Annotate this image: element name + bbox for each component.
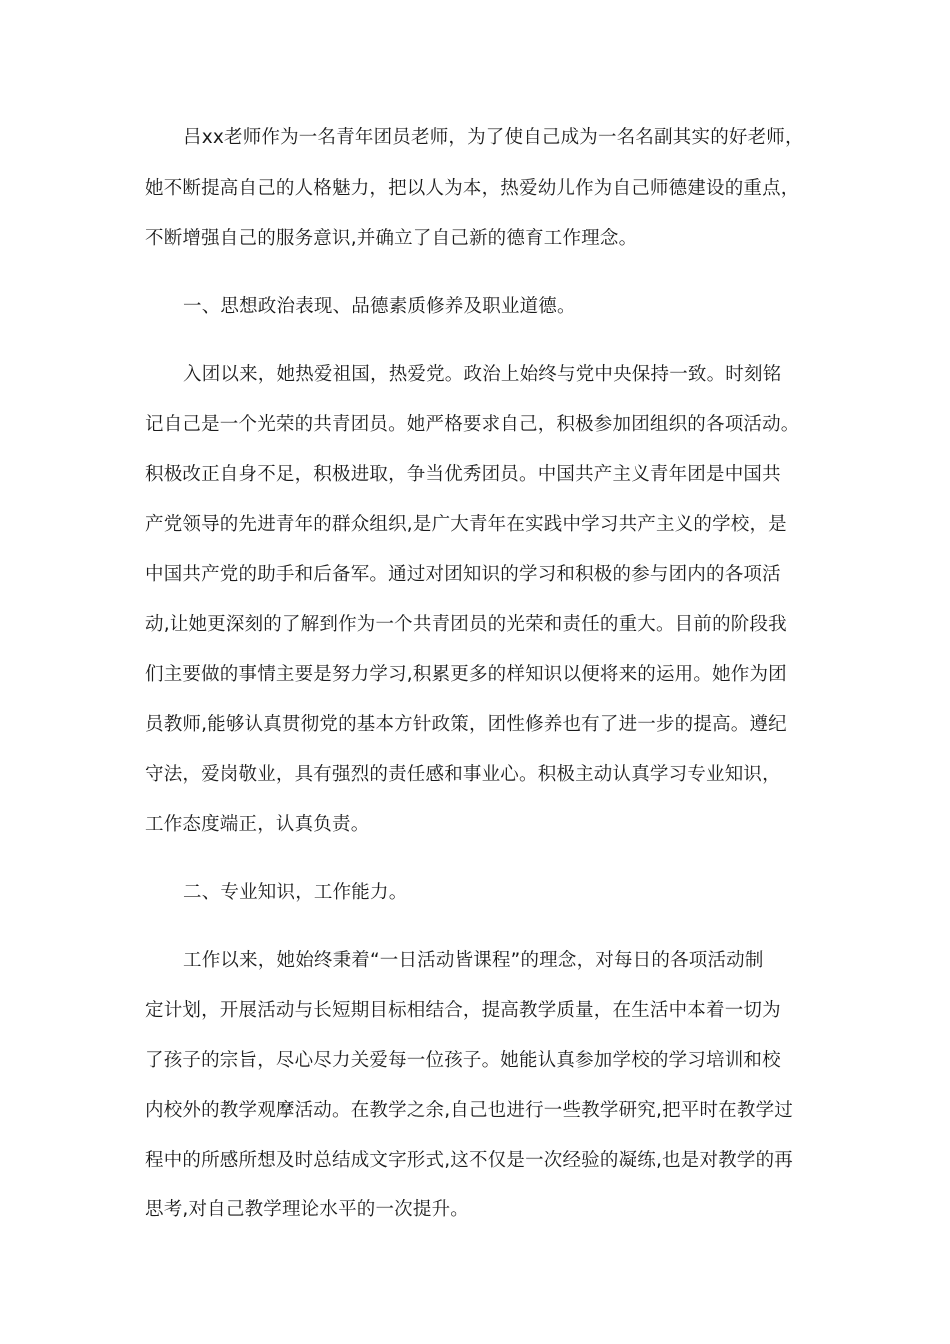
paragraph-3-line-6: 思考,对自己教学理论水平的一次提升。 (145, 1199, 469, 1220)
paragraph-3-line-5: 程中的所感所想及时总结成文字形式,这不仅是一次经验的凝练,也是对教学的再 (145, 1150, 793, 1171)
section-heading-2: 二、专业知识，工作能力。 (183, 882, 408, 903)
paragraph-3-line-3: 了孩子的宗旨，尽心尽力关爱每一位孩子。她能认真参加学校的学习培训和校 (145, 1050, 781, 1071)
paragraph-2-line-8: 员教师,能够认真贯彻党的基本方针政策，团性修养也有了进一步的提高。遵纪 (145, 714, 787, 735)
paragraph-2-line-3: 积极改正自身不足，积极进取，争当优秀团员。中国共产主义青年团是中国共 (145, 464, 781, 485)
paragraph-3-line-2: 定计划，开展活动与长短期目标相结合，提高教学质量，在生活中本着一切为 (145, 1000, 781, 1021)
paragraph-2-line-5: 中国共产党的助手和后备军。通过对团知识的学习和积极的参与团内的各项活 (145, 564, 781, 585)
paragraph-1-line-1: 吕xx老师作为一名青年团员老师，为了使自己成为一名名副其实的好老师， (183, 127, 804, 148)
paragraph-3-line-4: 内校外的教学观摩活动。在教学之余,自己也进行一些教学研究,把平时在教学过 (145, 1100, 793, 1121)
paragraph-2-line-9: 守法，爱岗敬业，具有强烈的责任感和事业心。积极主动认真学习专业知识， (145, 764, 781, 785)
section-heading-1: 一、思想政治表现、品德素质修养及职业道德。 (183, 296, 576, 317)
paragraph-1-line-3: 不断增强自己的服务意识,并确立了自己新的德育工作理念。 (145, 228, 638, 249)
paragraph-2-line-2: 记自己是一个光荣的共青团员。她严格要求自己，积极参加团组织的各项活动。 (145, 414, 800, 435)
paragraph-1-line-2: 她不断提高自己的人格魅力，把以人为本，热爱幼儿作为自己师德建设的重点， (145, 178, 800, 199)
paragraph-2-line-4: 产党领导的先进青年的群众组织,是广大青年在实践中学习共产主义的学校，是 (145, 514, 787, 535)
paragraph-2-line-7: 们主要做的事情主要是努力学习,积累更多的样知识以便将来的运用。她作为团 (145, 664, 787, 685)
paragraph-2-line-1: 入团以来，她热爱祖国，热爱党。政治上始终与党中央保持一致。时刻铭 (183, 364, 782, 385)
paragraph-2-line-6: 动,让她更深刻的了解到作为一个共青团员的光荣和责任的重大。目前的阶段我 (145, 614, 787, 635)
paragraph-3-line-1: 工作以来，她始终秉着“一日活动皆课程”的理念，对每日的各项活动制 (183, 950, 764, 971)
paragraph-2-line-10: 工作态度端正，认真负责。 (145, 814, 370, 835)
